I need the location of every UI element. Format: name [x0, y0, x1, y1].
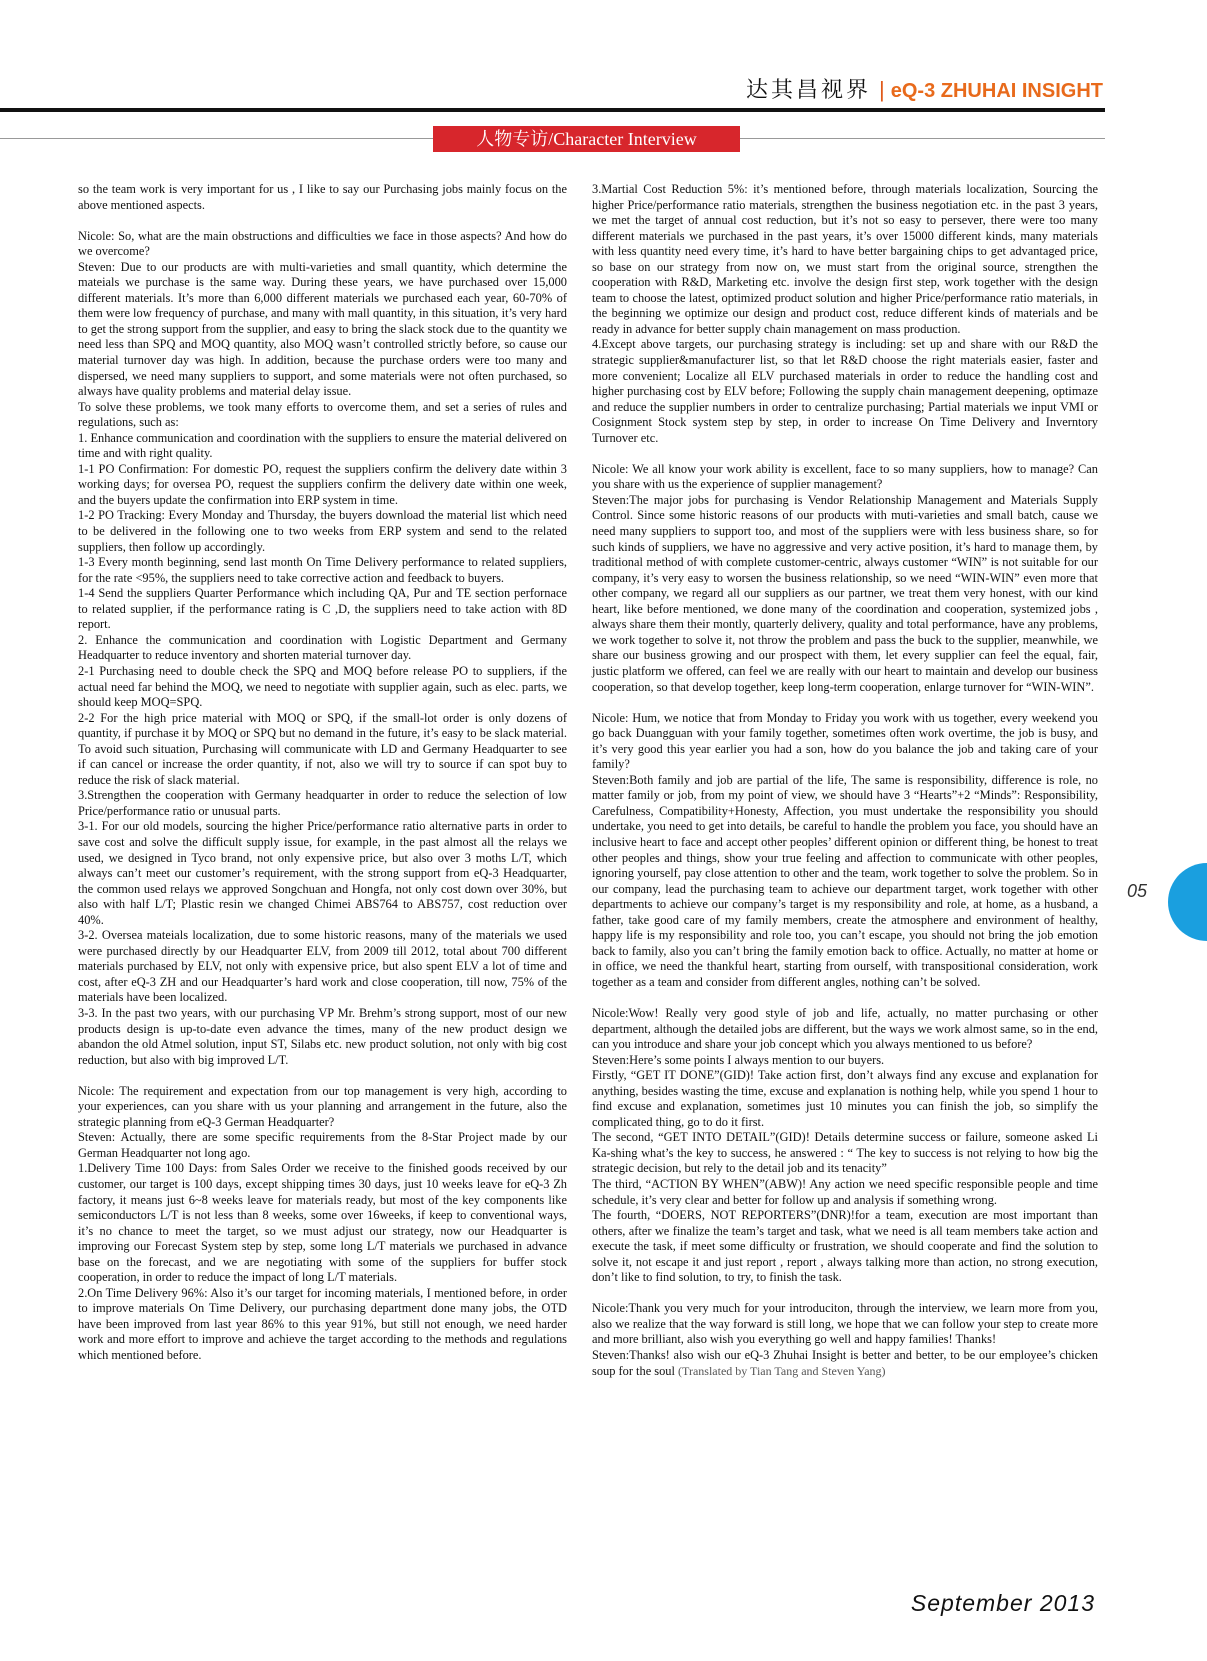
article-paragraph: [78, 431, 567, 462]
paragraph-text: 1-4 Send the suppliers Quarter Performance which including QA, Pur and TE section perfornace to related supplier, if the performance rating is C ,D, the suppliers need to take action with 8D report.: [78, 586, 567, 632]
translation-credit: (Translated by Tian Tang and Steven Yang): [678, 1363, 886, 1378]
title-separator: |: [879, 77, 885, 102]
article-right-column: [592, 182, 1098, 1379]
magazine-title-chinese: 达其昌视界: [746, 78, 872, 103]
paragraph-gap: [592, 446, 1098, 462]
article-paragraph: [78, 508, 567, 555]
paragraph-text: 3-1. For our old models, sourcing the higher Price/performance ratio alternative parts in order to save cost and solve the difficult supply issue, for example, in the past almost all the relays we used, we designed in Tyco brand, not only expensive price, but also over 3 moths L/T, which always can’t meet our customer’s requirement, with the strong support from eQ-3 Headquarter, the common used relays we approved Songchuan and Hongfa, not only cost down over 30%, but also with half L/T; Plastic resin we changed Chimei ABS764 to ABS757, cost reduction over 40%.: [78, 819, 567, 927]
article-paragraph: [592, 1348, 1098, 1379]
article-paragraph: [592, 337, 1098, 446]
article-paragraph: [592, 1208, 1098, 1286]
paragraph-gap: [592, 1286, 1098, 1302]
article-paragraph: [78, 788, 567, 819]
paragraph-text: 2-2 For the high price material with MOQ or SPQ, if the small-lot order is only dozens of quantity, if purchase it by MOQ or SPQ but no demand in the future, it’s easy to be slack material. To avoid such situation, Purchasing will communicate with LD and Germany Headquarter to see if can cancel or increase the order quantity, if not, also we will try to source if can spot buy to reduce the risk of slack material.: [78, 710, 567, 787]
paragraph-text: 3.Martial Cost Reduction 5%: it’s mentioned before, through materials localization, Sourcing the higher Price/performance ratio materials, strengthen the business negotiation etc. in the past 3 years, we met the target of annual cost reduction, but it’s not so easy to persever, there were too many different materials we purchased in the past years, it’s over 15000 different kinds, many materials with less quantity need every time, it’s hard to have better bargaining chips to get advantaged price, so base on our strategy from now on, we must start from the original source, strengthen the cooperation with R&D, Marketing etc. involve the design first step, work together with the design team to choose the latest, optimized product solution and higher Price/performance ratio materials, in the beginning we optimize our design and product cost, reduce different kinds of materials and be ready in advance for better supply chain management on mass production.: [592, 182, 1098, 336]
paragraph-text: Nicole: We all know your work ability is excellent, face to so many suppliers, how to manage? Can you share with us the experience of supplier management?: [592, 461, 1098, 492]
paragraph-gap: [78, 1068, 567, 1084]
article-paragraph: [592, 493, 1098, 695]
article-paragraph: [592, 1068, 1098, 1130]
paragraph-text: 4.Except above targets, our purchasing strategy is including: set up and share with our R&D the strategic supplier&manufacturer list, so that let R&D choose the right materials easier, faster and more convenient; Localize all ELV purchased materials in order to reduce the handling cost and higher purchasing cost by ELV before; Following the supply chain management deepening, optimaze and reduce the supplier numbers in order to centralize purchasing; Partial materials we input VMI or Cosignment Stock system step by step, in order to increase On Time Delivery and Inverntory Turnover etc.: [592, 337, 1098, 445]
page-tab: [1168, 863, 1207, 941]
article-paragraph: [592, 1177, 1098, 1208]
article-paragraph: [78, 555, 567, 586]
paragraph-text: Steven: Actually, there are some specific requirements from the 8-Star Project made by our German Headquarter not long ago.: [78, 1130, 567, 1160]
paragraph-gap: [78, 213, 567, 229]
paragraph-text: 1.Delivery Time 100 Days: from Sales Order we receive to the finished goods received by our customer, our target is 100 days, except shipping times 30 days, just 10 weeks leave for eQ-3 Zh factory, it means just 6~8 weeks leave for materials ready, but most of the key components like semiconductors L/T is not less than 8 weeks, some over 16weeks, if keep to conventional ways, it’s no chance to meet the target, so we must adjust our strategy, now our Headquarter is improving our Forecast System step by step, some long L/T materials we purchased in advance base on the forecast, and we are negotiating with some of the suppliers for buffer stock cooperation, in order to reduce the impact of long L/T materials.: [78, 1161, 567, 1285]
paragraph-text: 1. Enhance communication and coordination with the suppliers to ensure the material delivered on time and with right quality.: [78, 430, 567, 461]
paragraph-text: Nicole:Thank you very much for your introduciton, through the interview, we learn more from you, also we realize that the way forward is still long, we hope that we can follow your step to create more and more brilliant, also wish you everything go well and happy families! Thanks!: [592, 1301, 1098, 1347]
paragraph-text: Steven:Both family and job are partial of the life, The same is responsibility, difference is role, no matter family or job, from my point of view, we should have 3 “Hearts”+2 “Minds”: Responsibility, Carefulness, Compatibility+Honesty, Affection, you must undertake the responsibility you should undertake, you need to get into details, be careful to handle the problem you face, you should have an inclusive heart to face and accept other peoples’ different opinion or different thing, be honest to treat other peoples and things, show your true feeling and affection to communicate with other peoples, ignoring yourself, pay close attention to other and the team, work together to solve the problem. So in our company, lead the purchasing team to achieve our department target, work together with other departments to achieve our company’s target is my responsibility and role, at home, as a husband, a father, take good care of my family members, create the atmosphere and environment of healthy, happy life is my responsibility and role too, you can’t escape, you should not bring the job emotion back to family, also you can’t bring the family emotion back to office. Actually, no matter at home or in office, we need the thankful heart, starting from ourself, with transpositional consideration, work together as a team and consider from different angles, nothing can’t be solved.: [592, 772, 1098, 989]
paragraph-text: 2.On Time Delivery 96%: Also it’s our target for incoming materials, I mentioned before, in order to improve materials On Time Delivery, our purchasing department done many jobs, the OTD have been improved from last year 86% to this year 91%, but still not enough, we need harder work and more effort to improve and achieve the target according to the methods and regulations which mentioned before.: [78, 1285, 567, 1363]
article-paragraph: [78, 1084, 567, 1131]
article-paragraph: [78, 260, 567, 400]
paragraph-text: Firstly, “GET IT DONE”(GID)! Take action first, don’t always find any excuse and explanation for anything, besides wasting the time, excuse and explanation is nothing help, while you spend 1 hour to find excuse and explanation, sometimes just 10 minutes you can finish the job, so simplify the complicated thing, go to do it first.: [592, 1068, 1098, 1129]
article-paragraph: [78, 1006, 567, 1068]
article-paragraph: [592, 1006, 1098, 1053]
article-paragraph: [78, 633, 567, 664]
paragraph-text: 3-3. In the past two years, with our purchasing VP Mr. Brehm’s strong support, most of our new products design is up-to-date even advance the times, many of the new product design we abandon the old Atmel solution, input ST, Silabs etc. new product solution, not only with big cost reduction, but also with big improved L/T.: [78, 1005, 567, 1067]
issue-date: September 2013: [910, 1590, 1095, 1616]
paragraph-text: To solve these problems, we took many efforts to overcome them, and set a series of rules and regulations, such as:: [78, 399, 567, 430]
paragraph-text: 1-2 PO Tracking: Every Monday and Thursday, the buyers download the material list which need to be delivered in the following one to two weeks from ERP system and send to the related suppliers, then follow up accordingly.: [78, 508, 567, 554]
paragraph-text: Nicole: So, what are the main obstructions and difficulties we face in those aspects? And how do we overcome?: [78, 228, 567, 259]
article-paragraph: [78, 1130, 567, 1161]
magazine-title: [746, 73, 1103, 104]
paragraph-text: Nicole: The requirement and expectation from our top management is very high, according to your experiences, can you share with us your planning and arrangement in the future, also the strategic planning from eQ-3 German Headquarter?: [78, 1083, 567, 1129]
article-paragraph: [78, 182, 567, 213]
paragraph-text: The fourth, “DOERS, NOT REPORTERS”(DNR)!for a team, execution are most important than others, after we finalize the team’s target and task, what we need is all team members take action and execute the task, if meet some difficulty or frustration, we should cooperate and find the solution to solve it, not escape it and just report , report , always talking more than action, no strong execution, don’t like to find solution, to try, to finish the task.: [592, 1208, 1098, 1285]
article-paragraph: [78, 664, 567, 711]
article-paragraph: [592, 1053, 1098, 1069]
article-paragraph: [592, 711, 1098, 773]
paragraph-text: The second, “GET INTO DETAIL”(GID)! Details determine success or failure, someone asked Li Ka-shing what’s the key to success, he answered : “ The key to success is not relying to how big the strategic decision, but rely to the detail job and its tenacity”: [592, 1130, 1098, 1176]
paragraph-text: 1-3 Every month beginning, send last month On Time Delivery performance to related suppliers, for the rate <95%, the suppliers need to take corrective action and feedback to buyers.: [78, 555, 567, 585]
article-paragraph: [78, 819, 567, 928]
paragraph-gap: [592, 695, 1098, 711]
paragraph-text: so the team work is very important for us , I like to say our Purchasing jobs mainly focus on the above mentioned aspects.: [78, 182, 567, 212]
paragraph-text: 3.Strengthen the cooperation with Germany headquarter in order to reduce the selection of low Price/performance ratio or unusual parts.: [78, 788, 567, 818]
article-paragraph: [592, 462, 1098, 493]
paragraph-text: Nicole: Hum, we notice that from Monday to Friday you work with us together, every weekend you go back Duangguan with your family together, sometimes often work overtime, the job is busy, and it’s very good this year earlier you had a son, how do you balance the job and taking care of your family?: [592, 710, 1098, 772]
article-paragraph: [592, 1130, 1098, 1177]
article-paragraph: [78, 462, 567, 509]
article-paragraph: [592, 182, 1098, 337]
paragraph-text: 1-1 PO Confirmation: For domestic PO, request the suppliers confirm the delivery date within 3 working days; for oversea PO, request the suppliers confirm the delivery date within one week, and the buyers update the confirmation into ERP system in time.: [78, 461, 567, 507]
paragraph-gap: [592, 990, 1098, 1006]
paragraph-text: 2-1 Purchasing need to double check the SPQ and MOQ before release PO to suppliers, if the actual need far behind the MOQ, we need to negotiate with supplier again, such as elec. parts, we should keep MOQ=SPQ.: [78, 663, 567, 710]
article-left-column: [78, 182, 567, 1364]
section-banner: 人物专访/Character Interview: [433, 126, 740, 152]
article-paragraph: [78, 1286, 567, 1364]
header-rule: [0, 108, 1105, 112]
magazine-title-english: eQ-3 ZHUHAI INSIGHT: [890, 80, 1103, 102]
paragraph-text: Steven:Thanks! also wish our eQ-3 Zhuhai Insight is better and better, to be our employee’s chicken soup for the soul: [592, 1348, 1098, 1378]
article-paragraph: [592, 1301, 1098, 1348]
article-paragraph: [78, 586, 567, 633]
article-paragraph: [78, 229, 567, 260]
article-paragraph: [78, 1161, 567, 1285]
paragraph-text: The third, “ACTION BY WHEN”(ABW)! Any action we need specific responsible people and time schedule, it’s very clear and better for follow up and analysis if something wrong.: [592, 1177, 1098, 1207]
paragraph-text: 3-2. Oversea mateials localization, due to some historic reasons, many of the materials we used were purchased directly by our Headquarter ELV, from 2009 till 2012, total about 700 different materials purchased by ELV, not only with expensive price, but also spent ELV a lot of time and cost, after eQ-3 ZH and our Headquarter’s hard work and close cooperation, till now, 75% of the materials have been localized.: [78, 928, 567, 1005]
article-paragraph: [78, 711, 567, 789]
paragraph-text: Steven:Here’s some points I always mention to our buyers.: [592, 1052, 885, 1067]
article-paragraph: [78, 400, 567, 431]
article-paragraph: [78, 928, 567, 1006]
article-paragraph: [592, 773, 1098, 991]
paragraph-text: Nicole:Wow! Really very good style of job and life, actually, no matter purchasing or other department, although the detailed jobs are different, but the ways we work almost same, so in the end, can you introduce and share your job concept which you always mentioned to us before?: [592, 1005, 1098, 1052]
paragraph-text: Steven:The major jobs for purchasing is Vendor Relationship Management and Materials Supply Control. Since some historic reasons of our products with muti-varieties and small batch, cause we need many suppliers to support too, and most of the suppliers were with less business share, so for such kinds of suppliers, we have no aggressive and very active position, it’s hard to manage them, by traditional method of with complete customer-centric, always customer “WIN” is not suitable for our company, it’s very easy to worsen the business relationship, so we need “WIN-WIN” even more that other company, we regard all our suppliers as our partner, we treat them very honest, with our kind heart, like before mentioned, we done many of the coordination and cooperation, systemized jobs , always share them their montly, quarterly delivery, quality and total performance, have any problems, we work together to solve it, not throw the problem and pass the buck to the supplier, meanwhile, we share our business growing and our prospect with them, let every supplier can feel the equal, fair, justic platform we offered, can feel we are really with our heart to maintain and develop our business cooperation, so that develop together, keep long-term cooperation, enlarge turnover for “WIN-WIN”.: [592, 492, 1098, 694]
page-number: 05: [1127, 881, 1148, 901]
paragraph-text: 2. Enhance the communication and coordination with Logistic Department and Germany Headquarter to reduce inventory and shorten material turnover day.: [78, 632, 567, 663]
paragraph-text: Steven: Due to our products are with multi-varieties and small quantity, which determine the mateials we purchase is the same way. During these years, we have purchased over 15,000 different materials. It’s more than 6,000 different materials we purchased each year, 60-70% of them were low frequency of purchase, and many with mall quantity, in this situation, it’s very hard to get the strong support from the supplier, and easy to bring the slack stock due to the quantity we need less than SPQ and MOQ quantity, also MOQ wasn’t controlled strictly before, so cause our material turnover day was high. In addition, because the purchase orders were too many and dispersed, we need many suppliers to support, and some materials were not often purchased, so always have quality problems and material delay issue.: [78, 259, 567, 399]
